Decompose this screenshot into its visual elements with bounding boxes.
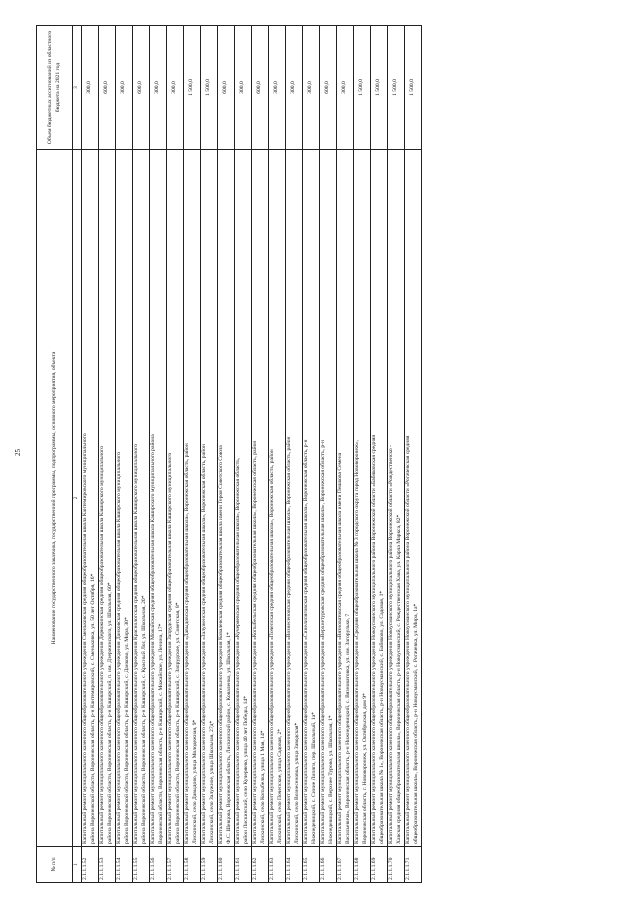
table-row [371,26,388,883]
object-name [371,150,388,847]
row-number: 2.1.1.1.66 [320,847,337,883]
object-name-line: общеобразовательная школа № 1», Воронежская область, р-н Новоусманский, с. Бабяково, ул. Садовая, 1* [378,590,385,844]
object-name-line: Капитальный ремонт муниципального казенного общеобразовательного учреждения «Давыдовская средняя общеобразовательная школа», Воронежская область, район [184,443,190,844]
table-row [354,26,371,883]
object-name [354,150,371,847]
object-name-line: района Воронежской области, Воронежская область, р-н Кантемировский, с. Сменьковка, ул. 50 лет Октября, 16* [89,573,96,844]
budget-amount: 600,0 [133,26,150,150]
row-number: 2.1.1.1.70 [388,847,405,883]
table-row [218,26,235,883]
row-number: 2.1.1.1.69 [371,847,388,883]
object-name-line: Лискинский, село Давыдово, улица Молодежная, 9* [191,719,198,844]
row-number: 2.1.1.1.59 [201,847,218,883]
column-index: 3 [73,26,82,150]
budget-amount: 1 500,0 [201,26,218,150]
object-name [388,150,405,847]
page-number: 25 [14,449,22,456]
column-index: 2 [73,150,82,847]
object-name-line: Капитальный ремонт муниципального казенного общеобразовательного учреждения «Вознесеновская средняя общеобразовательная школа», Воронежская область, район [286,436,292,844]
header-name: Наименование государственного заказчика, государственной программы, подпрограммы, основного мероприятия, объекта [37,150,73,847]
budget-amount: 300,0 [235,26,252,150]
object-name [303,150,320,847]
budget-amount: 1 500,0 [184,26,201,150]
budget-amount: 600,0 [252,26,269,150]
budget-amount: 300,0 [150,26,167,150]
row-number: 2.1.1.1.71 [405,847,422,883]
budget-amount: 600,0 [320,26,337,150]
object-name [133,150,150,847]
row-number: 2.1.1.1.60 [218,847,235,883]
table-row [133,26,150,883]
table-row [252,26,269,883]
object-name [167,150,184,847]
table-row [167,26,184,883]
budget-amount: 1 500,0 [354,26,371,150]
object-name [218,150,235,847]
budget-amount: 1 500,0 [405,26,422,150]
table-row [235,26,252,883]
object-name [150,150,167,847]
table-row [337,26,354,883]
header-volume: Объем бюджетных ассигнований из областного бюджета на 2021 год [37,26,73,150]
table-row [405,26,422,883]
row-number: 2.1.1.1.53 [99,847,116,883]
budget-amount: 600,0 [218,26,235,150]
object-name [269,150,286,847]
object-name-line: района Воронежской области, Воронежская область, р-н Каширский, с. Данково, ул. Мира, 30* [123,617,130,844]
table-row [286,26,303,883]
object-name-line: района Воронежской области, Воронежская область, р-н Каширский, с. Красный Лог, ул. Школьная, 20* [140,595,147,844]
object-name-line: Капитальный ремонт муниципального казенного общеобразовательного учреждения «Кучеряевская средняя общеобразовательная школа», Воронежская область, [235,457,241,844]
object-name-line: Капитальный ремонт муниципального казенного общеобразовательного учреждения Запрудская средняя общеобразовательная школа Каширского муниципального [167,452,173,844]
budget-amount: 300,0 [269,26,286,150]
row-number: 2.1.1.1.65 [303,847,320,883]
object-name [235,150,252,847]
table-row [388,26,405,883]
object-name-line: Воронежская область, г. Нововоронеж, ул. Октябрьская, дом 9* [361,693,368,844]
row-number: 2.1.1.1.58 [184,847,201,883]
object-name-line: район Лискинский, село Кучеряево, улица 40 лет Победы, 14* [242,695,249,844]
object-name-line: Капитальный ремонт муниципального казенного общеобразовательного учреждения Дерюжинская средняя общеобразовательная школа Каширского муниципального [99,446,105,844]
object-name-line: Нижнедевицкий, с. Синие Липяги, пер. Школьный, 1а* [310,712,317,844]
object-name [252,150,269,847]
object-name-line: Капитальный ремонт муниципального казенного общеобразовательного учреждения Сменьковская средняя общеобразовательная школа Кантемировского муниципального [82,433,88,844]
object-name-line: Капитальный ремонт муниципального казенного общеобразовательного учреждения Можайская средняя общеобразовательная школа Каширского муниципального района [150,434,156,844]
object-name-line: Капитальный ремонт муниципального казенного общеобразовательного учреждения «Синелипяговская средняя общеобразовательная школа», Воронежская область, р-н [303,439,309,844]
budget-amount: 1 500,0 [371,26,388,150]
object-name-line: Капитальный ремонт муниципального казенного общеобразовательного учреждения «Залуженская средняя общеобразовательная школа», Воронежская область, район [201,444,207,844]
object-name-line: Васильевича», Воронежская область, р-н Нижнедевицкий, с. Вязноватовка, ул. им. Загорулько, 7 [344,613,351,844]
object-name-line: Ф.С. Шевцова, Воронежская область, Лискинский район, с. Коваленко, ул. Школьная, 1* [225,632,232,844]
object-name-line: Капитальный ремонт муниципального казенного общеобразовательного учреждения Ковалевская средняя общеобразовательная школа имени Героя Советского Союза [218,445,224,844]
row-number: 2.1.1.1.64 [286,847,303,883]
table-row [201,26,218,883]
object-name-line: Лискинский, село Залужное, улица Школьная, 27д* [208,720,215,844]
object-name-line: Капитальный ремонт муниципального казенного общеобразовательного учреждения Краснологская средняя общеобразовательная школа Каширского муниципального [133,443,139,844]
object-name-line: Хавская средняя общеобразовательная школа», Воронежская область, р-н Новоусманский, с. Рождественская Хава, ул. Карла Маркса, 82* [395,514,402,844]
table-row [150,26,167,883]
row-number: 2.1.1.1.52 [82,847,99,883]
row-number: 2.1.1.1.55 [133,847,150,883]
object-name-line: Капитальный ремонт муниципального казенного общеобразовательного учреждения Новоусманского муниципального района Воронежской области «Бабяковская средняя [371,434,377,844]
table-row [320,26,337,883]
object-name-line: Воронежской области, Воронежская область, р-н Каширский, с. Можайское, ул. Ленина, 17* [157,623,164,844]
header-num: № п/п [37,847,73,883]
budget-amount: 300,0 [167,26,184,150]
table-row [82,26,99,883]
budget-amount: 300,0 [286,26,303,150]
object-name-line: Капитальный ремонт муниципального казенного общеобразовательного учреждения «Вязноватовская средняя общеобразовательная школа имени Пешкова Семена [337,452,343,844]
object-name-line: района Воронежской области, Воронежская область, р-н Каширский, п. им. Дзержинского, ул. Школьная, 60* [106,582,113,844]
budget-amount: 600,0 [99,26,116,150]
object-name-line: Капитальный ремонт муниципального казенного общеобразовательного учреждения «Почепская средняя общеобразовательная школа», Воронежская область, район [269,449,275,844]
object-name [116,150,133,847]
object-name-line: Нижнедевицкий, с. Верхнее Турово, ул. Школьная, 1* [327,715,334,844]
budget-amount: 1 500,0 [388,26,405,150]
row-number: 2.1.1.1.63 [269,847,286,883]
object-name-line: Капитальный ремонт муниципального казенного общеобразовательного учреждения Новоусманского муниципального района Воронежской области «Рогачевская средняя [405,435,411,844]
object-name [82,150,99,847]
object-name-line: Капитальный ремонт муниципального казенного общеобразовательного учреждения «Копыбельская средняя общеобразовательная школа», Воронежская область, район [252,440,258,844]
table-header-row [37,26,73,883]
budget-amount: 300,0 [82,26,99,150]
object-name-line: Капитальный ремонт муниципального казенного общеобразовательного учреждения «Верхнетуровская средняя общеобразовательная школа», Воронежская область, р-н [320,440,326,844]
row-number: 2.1.1.1.67 [337,847,354,883]
budget-amount: 300,0 [303,26,320,150]
table-row [269,26,286,883]
object-name-line: Капитальный ремонт муниципального казенного общеобразовательного учреждения Данковская средняя общеобразовательная школа Каширского муниципального [116,451,122,844]
row-number: 2.1.1.1.68 [354,847,371,883]
row-number: 2.1.1.1.57 [167,847,184,883]
table-row [99,26,116,883]
object-name-line: района Воронежской области, Воронежская область, р-н Каширский, с. Запрудское, ул. Советская, 8* [174,602,181,844]
object-name [184,150,201,847]
object-name [99,150,116,847]
object-name [337,150,354,847]
table-row [184,26,201,883]
budget-table [36,25,422,883]
row-number: 2.1.1.1.54 [116,847,133,883]
object-name-line: Лискинский, село Вознесеновка, улица Заводская* [293,722,300,844]
object-name [405,150,422,847]
object-name-line: Капитальный ремонт муниципального казенного общеобразовательного учреждения Новоусманского муниципального района Воронежской области «Рождественско - [388,445,394,844]
table-row [303,26,320,883]
budget-amount: 300,0 [116,26,133,150]
table-row [116,26,133,883]
object-name [286,150,303,847]
row-number: 2.1.1.1.62 [252,847,269,883]
object-name-line: общеобразовательная школа», Воронежская область, р-н Новоусманский, с. Рогачевка, ул. Мира, 1а* [412,603,419,844]
object-name-line: Лискинский, село Копыбелка, улица 1 Мая, 14* [259,730,266,844]
row-number: 2.1.1.1.61 [235,847,252,883]
object-name [320,150,337,847]
object-name-line: Лискинский, село Почепское, улица Садовая, 2* [276,728,283,844]
object-name-line: Капитальный ремонт муниципального казенного общеобразовательного учреждения «Средняя общеобразовательная школа № 3 городского округа город Нововоронеж», [354,439,360,844]
column-index-row [73,26,82,883]
budget-amount: 300,0 [337,26,354,150]
column-index: 1 [73,847,82,883]
object-name [201,150,218,847]
row-number: 2.1.1.1.56 [150,847,167,883]
